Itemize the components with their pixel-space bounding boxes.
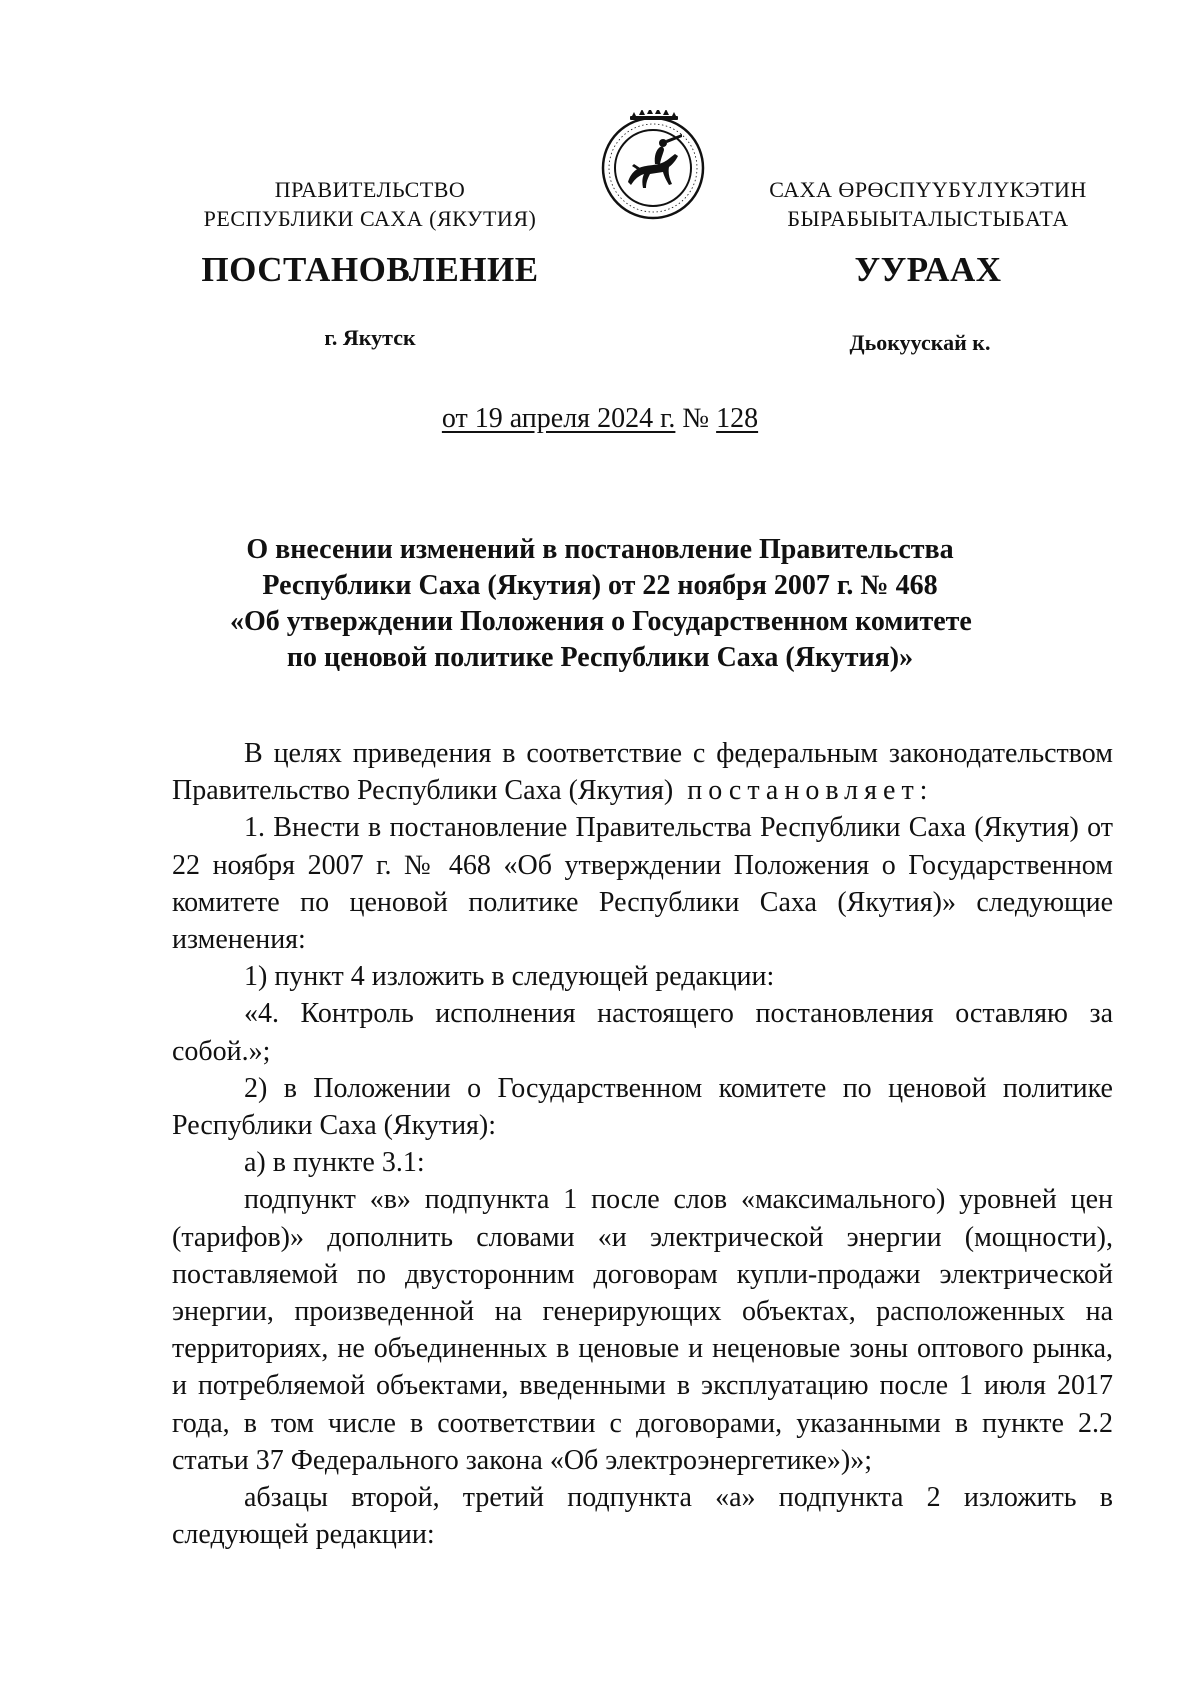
preamble-verb: постановляет: xyxy=(687,775,934,807)
issuer-yakut-line1: САХА ӨРӨСПҮҮБҮЛҮКЭТИН xyxy=(769,177,1087,202)
issuer-russian xyxy=(180,175,560,233)
title-line1: О внесении изменений в постановление Правительства xyxy=(246,534,954,565)
document-date-line xyxy=(0,403,1200,435)
preamble-text: В целях приведения в соответствие с федеральным законодательством Правительство Республики Саха (Якутия) xyxy=(172,738,1113,807)
document-date: от 19 апреля 2024 г. xyxy=(441,403,676,434)
title-line3: «Об утверждении Положения о Государственном комитете xyxy=(230,606,972,637)
paragraph-abzacy: абзацы второй, третий подпункта «а» подпункта 2 изложить в следующей редакции: xyxy=(172,1482,1113,1551)
title-line4: по ценовой политике Республики Саха (Якутия)» xyxy=(286,642,914,673)
paragraph-subpoint-v: подпункт «в» подпункта 1 после слов «максимального) уровней цен (тарифов)» дополнить словами «и электрической энергии (мощности), поставляемой по двусторонним договорам купли-продажи электрической энергии, произведенной на генерирующих объектах, расположенных на территориях, не объединенных в ценовые и неценовые зоны оптового рынка, и потребляемой объектами, введенными в эксплуатацию после 1 июля 2017 года, в том числе в соответствии с договорами, указанными в пункте 2.2 статьи 37 Федерального закона «Об электроэнергетике»)»; xyxy=(172,1184,1113,1476)
document-title xyxy=(230,532,970,676)
city-russian: г. Якутск xyxy=(324,325,416,350)
paragraph-subitem-2: 2) в Положении о Государственном комитете по ценовой политике Республики Саха (Якутия): xyxy=(172,1072,1113,1142)
doctype-russian: ПОСТАНОВЛЕНИЕ xyxy=(201,250,539,289)
issuer-russian-line1: ПРАВИТЕЛЬСТВО xyxy=(274,177,466,202)
issuer-russian-line2: РЕСПУБЛИКИ САХА (ЯКУТИЯ) xyxy=(203,206,537,231)
paragraph-quote-4: «4. Контроль исполнения настоящего постановления оставляю за собой.»; xyxy=(172,998,1113,1067)
paragraph-preamble xyxy=(172,735,1113,809)
title-line2: Республики Саха (Якутия) от 22 ноября 2007 г. № 468 xyxy=(262,570,938,601)
document-number: 128 xyxy=(716,403,759,434)
paragraph-subitem-1: 1) пункт 4 изложить в следующей редакции: xyxy=(244,961,775,993)
issuer-yakut-line2: БЫРАБЫЫТАЛЫСТЫБАТА xyxy=(787,206,1069,231)
city-yakut: Дьокуускай к. xyxy=(849,330,991,355)
doctype-yakut: УУРААХ xyxy=(854,250,1002,289)
paragraph-item-1: 1. Внести в постановление Правительства Республики Саха (Якутия) от 22 ноября 2007 г. № 468 «Об утверждении Положения о Государственном комитете по ценовой политике Республики Саха (Якутия)» следующие изменения: xyxy=(172,812,1113,956)
coat-of-arms-emblem-icon xyxy=(598,110,708,222)
paragraph-point-a: а) в пункте 3.1: xyxy=(244,1147,425,1179)
document-body xyxy=(172,735,1113,1553)
number-sign: № xyxy=(682,403,710,434)
issuer-yakut xyxy=(738,175,1118,233)
